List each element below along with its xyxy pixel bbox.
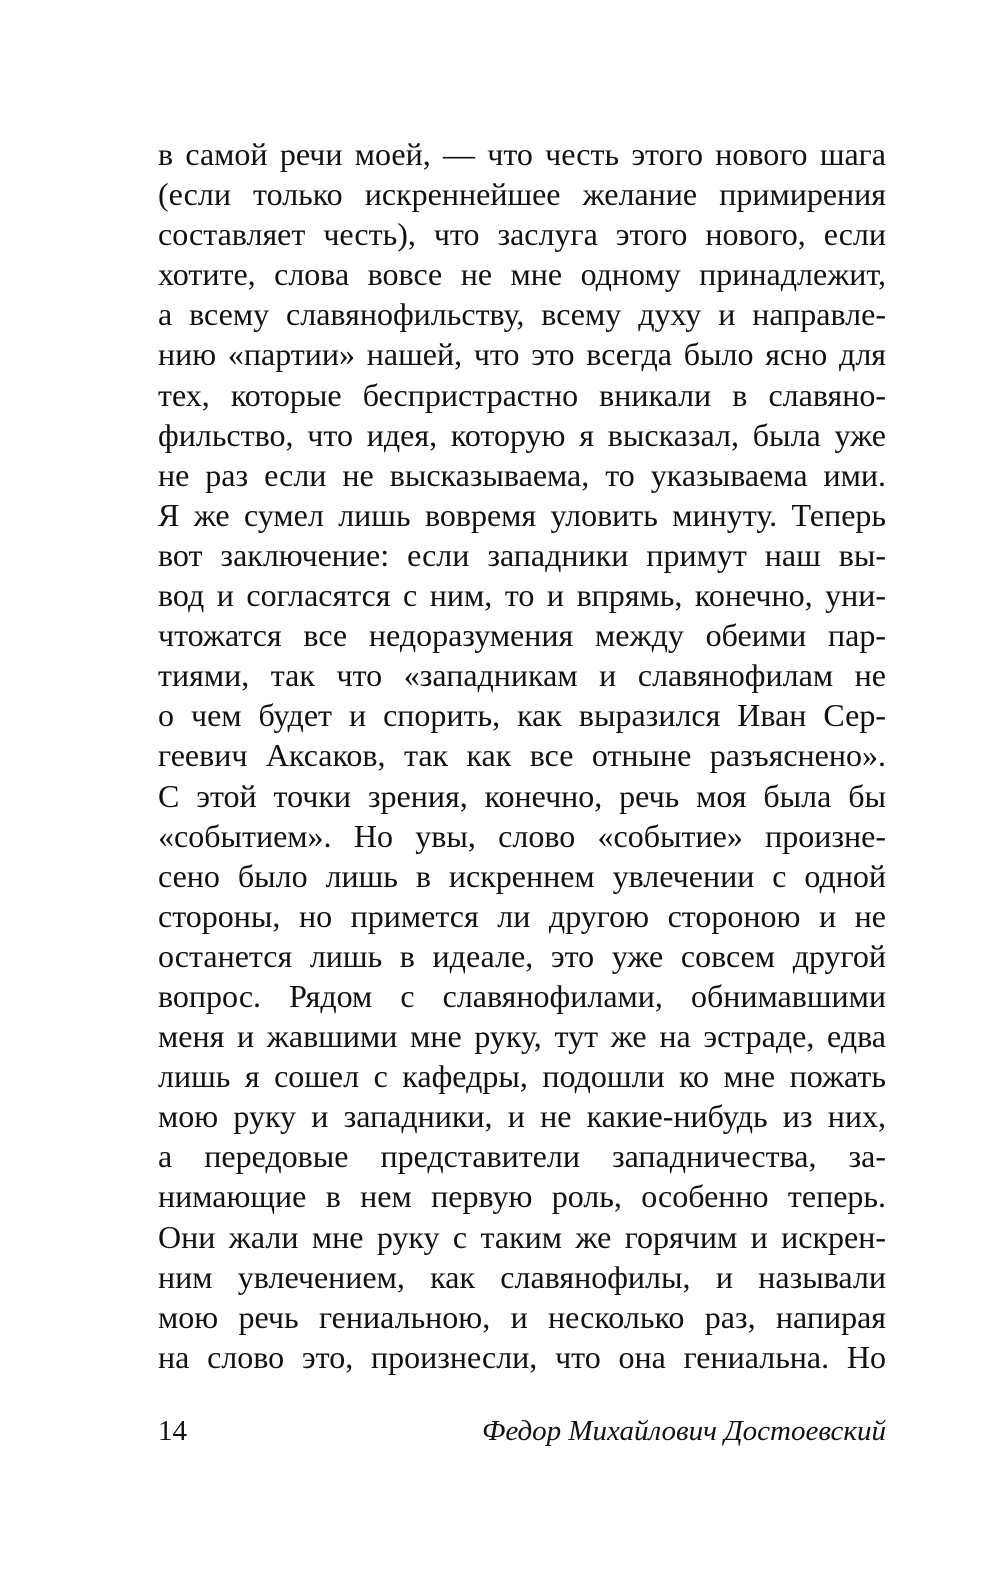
text-line: хотите, слова вовсе не мне одному принадлежит, [158,256,886,293]
running-title: Федор Михайлович Достоевский [482,1415,886,1447]
text-line: останется лишь в идеале, это уже совсем другой [158,937,886,974]
page-footer [158,1413,886,1449]
body-text [158,134,886,1377]
page-number: 14 [158,1415,187,1447]
text-line: стороны, но примется ли другою стороною и не [158,897,886,934]
text-line: нимающие в нем первую роль, особенно теперь. [158,1178,886,1215]
text-line: сено было лишь в искреннем увлечении с одной [158,857,886,894]
text-line: (если только искреннейшее желание примирения [158,176,886,213]
text-line: составляет честь), что заслуга этого нового, если [158,216,886,253]
text-line: вот заключение: если западники примут наш вы- [158,536,886,573]
text-line: С этой точки зрения, конечно, речь моя была бы [158,777,886,814]
text-line: а передовые представители западничества, за- [158,1138,886,1175]
text-line: вопрос. Рядом с славянофилами, обнимавшими [158,977,886,1014]
text-line: вод и согласятся с ним, то и впрямь, конечно, уни- [158,577,886,614]
text-line: геевич Аксаков, так как все отныне разъяснено». [158,737,886,774]
text-line: о чем будет и спорить, как выразился Иван Сер- [158,697,886,734]
text-line: фильство, что идея, которую я высказал, была уже [158,416,886,453]
text-line: тех, которые беспристрастно вникали в славяно- [158,376,886,413]
text-line: мою речь гениальною, и несколько раз, напирая [158,1298,886,1335]
text-line: в самой речи моей, — что честь этого нового шага [158,136,886,172]
text-line: ним увлечением, как славянофилы, и называли [158,1258,886,1295]
text-line: нию «партии» нашей, что это всегда было ясно для [158,336,886,373]
text-line: Я же сумел лишь вовремя уловить минуту. Теперь [158,496,886,533]
text-line: мою руку и западники, и не какие-нибудь из них, [158,1098,886,1135]
text-line: на слово это, произнесли, что она гениальна. Но [158,1338,886,1375]
text-line: меня и жавшими мне руку, тут же на эстраде, едва [158,1018,886,1055]
text-line: не раз если не высказываема, то указываема ими. [158,456,886,493]
text-line: чтожатся все недоразумения между обеими пар- [158,617,886,654]
text-line: Они жали мне руку с таким же горячим и искрен- [158,1218,886,1255]
text-line: тиями, так что «западникам и славянофилам не [158,657,886,694]
text-line: «событием». Но увы, слово «событие» произне- [158,817,886,854]
text-line: лишь я сошел с кафедры, подошли ко мне пожать [158,1058,886,1095]
text-line: а всему славянофильству, всему духу и направле- [158,296,886,333]
